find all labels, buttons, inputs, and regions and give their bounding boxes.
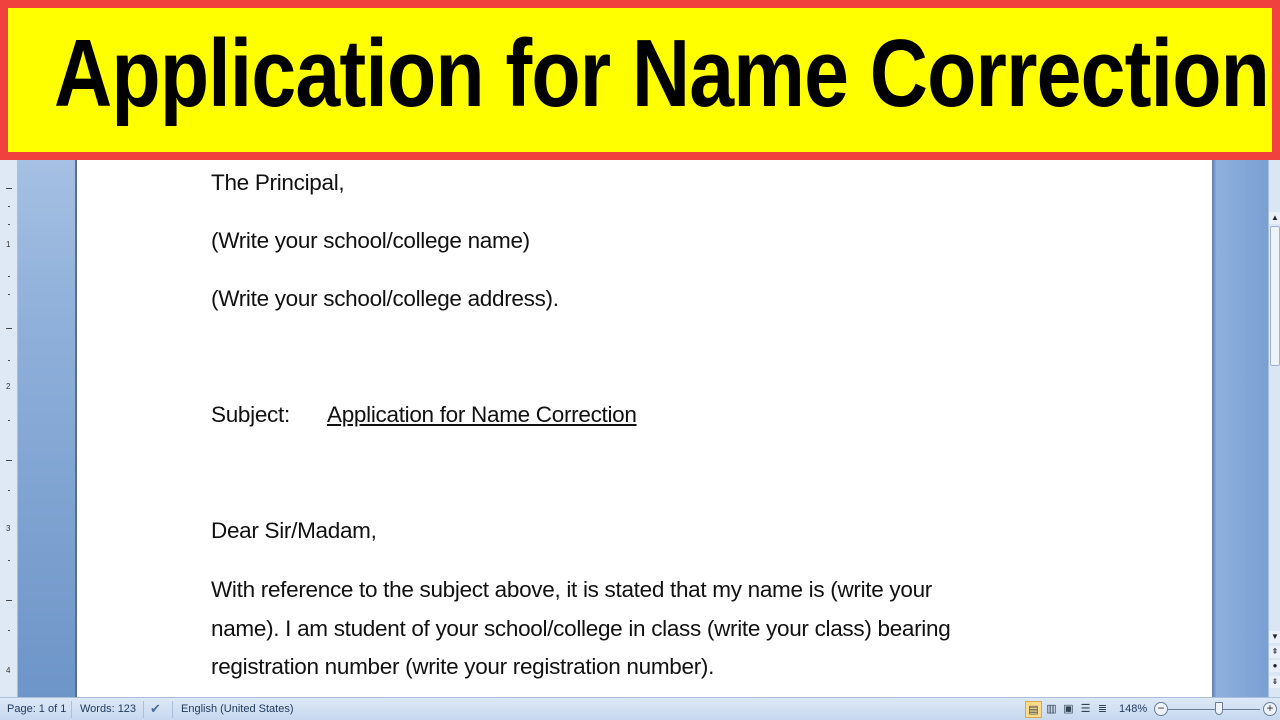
ruler-tick — [6, 188, 12, 189]
ruler-number: 4 — [6, 666, 11, 675]
subject-text: Application for Name Correction — [327, 402, 637, 427]
recipient-line: The Principal, — [211, 170, 345, 195]
ruler-tick — [8, 294, 10, 295]
vertical-ruler[interactable] — [0, 160, 18, 697]
ruler-tick — [8, 560, 10, 561]
previous-page-button[interactable]: ⇞ — [1269, 646, 1280, 658]
divider — [172, 701, 173, 718]
ruler-tick — [8, 224, 10, 225]
title-banner — [0, 0, 1280, 160]
ruler-tick — [8, 490, 10, 491]
print-layout-icon[interactable]: ▤ — [1025, 701, 1042, 718]
banner-title: Application for Name Correction — [54, 20, 1270, 127]
divider — [71, 701, 72, 718]
proofing-icon[interactable]: ✔ — [150, 701, 161, 716]
body-line: With reference to the subject above, it is stated that my name is (write your — [211, 577, 932, 602]
zoom-slider[interactable] — [1168, 709, 1260, 710]
ruler-tick — [8, 276, 10, 277]
next-page-button[interactable]: ⇟ — [1269, 676, 1280, 688]
ruler-number: 1 — [6, 240, 11, 249]
outline-icon[interactable]: ☰ — [1080, 703, 1091, 715]
subject-label: Subject: — [211, 402, 290, 427]
ruler-tick — [6, 600, 12, 601]
scroll-down-button[interactable]: ▼ — [1269, 631, 1280, 643]
ruler-number: 2 — [6, 382, 11, 391]
vertical-scrollbar[interactable] — [1268, 160, 1280, 697]
ruler-tick — [6, 460, 12, 461]
divider — [143, 701, 144, 718]
language-indicator[interactable]: English (United States) — [181, 703, 294, 715]
ruler-number: 3 — [6, 524, 11, 533]
ruler-tick — [8, 420, 10, 421]
zoom-level[interactable]: 148% — [1119, 703, 1148, 715]
salutation-line: Dear Sir/Madam, — [211, 518, 377, 543]
full-screen-reading-icon[interactable]: ▥ — [1046, 703, 1057, 715]
zoom-out-button[interactable]: − — [1154, 702, 1168, 716]
word-count[interactable]: Words: 123 — [80, 703, 137, 715]
scroll-thumb[interactable] — [1270, 226, 1280, 366]
body-line: registration number (write your registration number). — [211, 654, 715, 679]
ruler-tick — [8, 630, 10, 631]
school-address-line: (Write your school/college address). — [211, 286, 559, 311]
ruler-tick — [6, 328, 12, 329]
status-bar — [0, 697, 1280, 720]
web-layout-icon[interactable]: ▣ — [1063, 703, 1074, 715]
zoom-slider-thumb[interactable] — [1215, 702, 1223, 715]
banner-fill — [8, 8, 1272, 152]
page-count[interactable]: Page: 1 of 1 — [7, 703, 67, 715]
ruler-tick — [8, 360, 10, 361]
workspace-background-right — [1212, 160, 1268, 697]
ruler-tick — [8, 206, 10, 207]
scroll-up-button[interactable]: ▲ — [1269, 212, 1280, 224]
workspace-background-left — [18, 160, 77, 697]
body-line: name). I am student of your school/college in class (write your class) bearing — [211, 616, 951, 641]
draft-icon[interactable]: ≣ — [1097, 703, 1108, 715]
select-browse-object-button[interactable]: ● — [1269, 660, 1280, 672]
school-name-line: (Write your school/college name) — [211, 228, 530, 253]
zoom-in-button[interactable]: + — [1263, 702, 1277, 716]
